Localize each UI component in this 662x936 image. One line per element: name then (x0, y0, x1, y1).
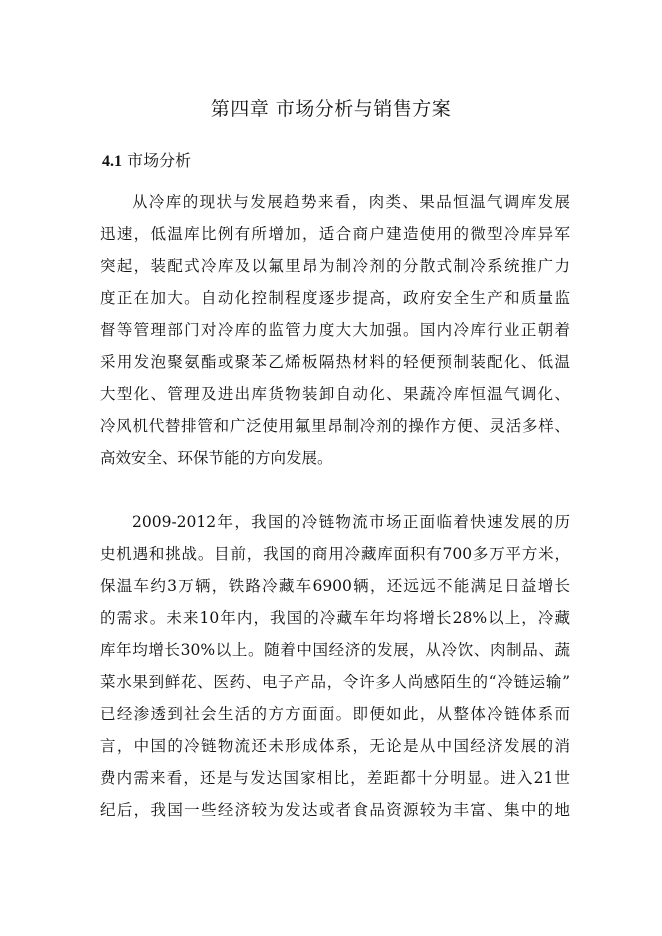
text-line: 费内需来看，还是与发达国家相比，差距都十分明显。进入21世 (100, 769, 570, 787)
text-line: 迅速，低温库比例有所增加，适合商户建造使用的微型冷库异军 (100, 225, 570, 243)
text-line: 高效安全、环保节能的方向发展。 (100, 449, 333, 467)
section-title: 市场分析 (127, 151, 192, 170)
section-heading (102, 150, 191, 173)
text-line: 从冷库的现状与发展趋势来看，肉类、果品恒温气调库发展 (132, 193, 570, 211)
section-number: 4.1 (102, 153, 122, 170)
chapter-title: 第四章 市场分析与销售方案 (210, 98, 452, 120)
text-line: 纪后，我国一些经济较为发达或者食品资源较为丰富、集中的地 (100, 801, 570, 819)
text-line: 史机遇和挑战。目前，我国的商用冷藏库面积有700多万平方米， (100, 545, 570, 563)
text-line: 大型化、管理及进出库货物装卸自动化、果蔬冷库恒温气调化、 (100, 385, 570, 403)
text-line: 度正在加大。自动化控制程度逐步提高，政府安全生产和质量监 (100, 289, 570, 307)
text-line: 冷风机代替排管和广泛使用氟里昂制冷剂的操作方便、灵活多样、 (100, 417, 570, 435)
text-line: 的需求。未来10年内，我国的冷藏车年均将增长28%以上，冷藏 (100, 609, 570, 627)
text-line: 保温车约3万辆，铁路冷藏车6900辆，还远远不能满足日益增长 (100, 577, 570, 595)
paragraph-cold-chain-market (100, 506, 570, 826)
text-line: 菜水果到鲜花、医药、电子产品，令许多人尚感陌生的“冷链运输” (100, 673, 570, 691)
text-line: 督等管理部门对冷库的监管力度大大加强。国内冷库行业正朝着 (100, 321, 570, 339)
text-line: 库年均增长30%以上。随着中国经济的发展，从冷饮、肉制品、蔬 (100, 641, 570, 659)
text-line: 已经渗透到社会生活的方方面面。即便如此，从整体冷链体系而 (100, 705, 570, 723)
text-line: 言，中国的冷链物流还未形成体系，无论是从中国经济发展的消 (100, 737, 570, 755)
text-line: 突起，装配式冷库及以氟里昂为制冷剂的分散式制冷系统推广力 (100, 257, 570, 275)
paragraph-cold-storage-trends (100, 186, 570, 474)
text-line: 采用发泡聚氨酯或聚苯乙烯板隔热材料的轻便预制装配化、低温 (100, 353, 570, 371)
text-line: 2009-2012年，我国的冷链物流市场正面临着快速发展的历 (132, 513, 570, 531)
